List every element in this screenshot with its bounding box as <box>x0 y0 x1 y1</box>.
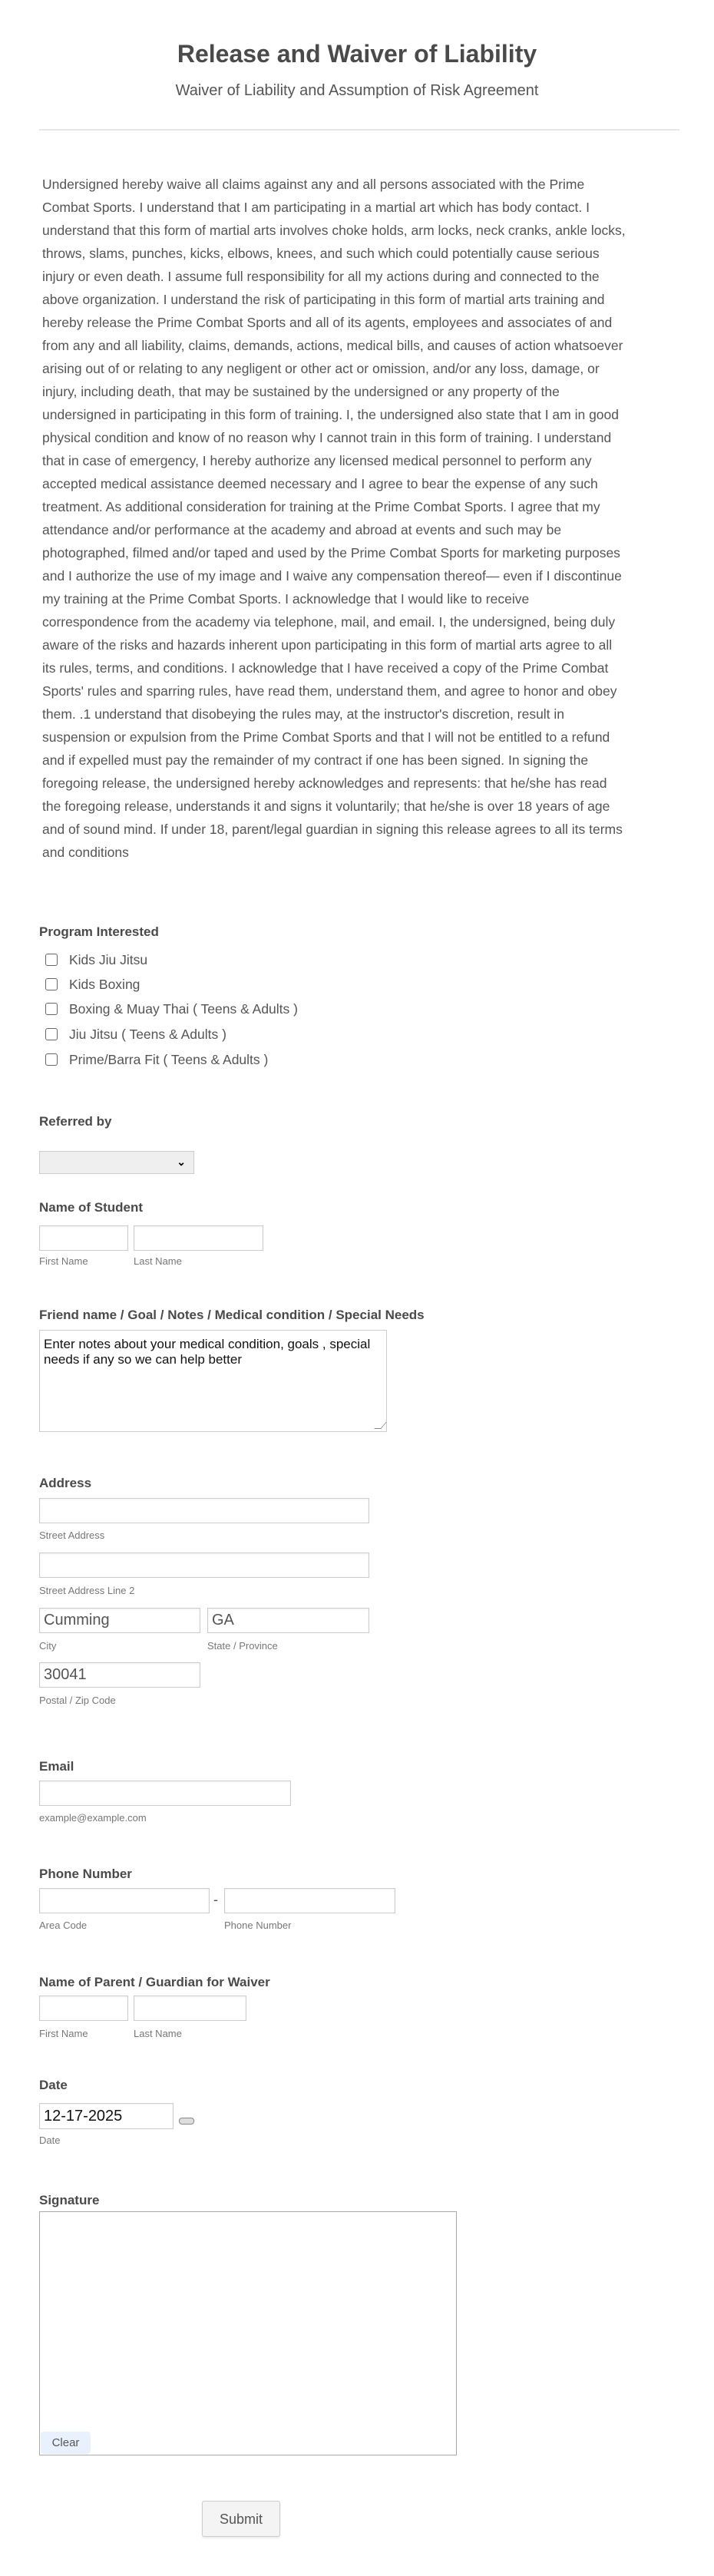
notes-textarea[interactable] <box>39 1330 387 1432</box>
guardian-first-name-sublabel: First Name <box>39 2028 88 2039</box>
address-label: Address <box>39 1476 92 1490</box>
last-name-sublabel: Last Name <box>134 1255 182 1267</box>
email-sublabel: example@example.com <box>39 1812 147 1824</box>
waiver-text-line: understand that this form of martial arts involves choke holds, arm locks, neck cranks, ankle locks, <box>42 223 626 238</box>
date-sublabel: Date <box>39 2135 61 2146</box>
header-divider <box>39 129 679 131</box>
waiver-text-line: hereby release the Prime Combat Sports and all of its agents, employees and associates of and <box>42 315 613 330</box>
waiver-text-line: and conditions <box>42 845 129 860</box>
waiver-text-line: treatment. As additional consideration for training at the Prime Combat Sports. I agree that my <box>42 499 600 514</box>
student-last-name-input[interactable] <box>134 1225 263 1251</box>
calendar-button[interactable] <box>179 2118 194 2125</box>
waiver-text-line: and if expelled must pay the remainder of my contract if one has been signed. In signing the <box>42 752 589 768</box>
state-sublabel: State / Province <box>207 1640 278 1652</box>
waiver-text-line: arising out of or relating to any negligent or other act or omission, and/or any loss, damage, or <box>42 361 600 376</box>
student-first-name-input[interactable] <box>39 1225 128 1251</box>
email-label: Email <box>39 1759 74 1774</box>
waiver-text-line: and I authorize the use of my image and I waive any compensation thereof— even if I discontinue <box>42 568 622 584</box>
street-address-line2-sublabel: Street Address Line 2 <box>39 1585 135 1596</box>
date-input[interactable] <box>39 2103 174 2129</box>
chevron-down-icon: ⌄ <box>177 1156 186 1168</box>
page-subtitle: Waiver of Liability and Assumption of Risk Agreement <box>175 82 539 99</box>
city-input[interactable] <box>39 1608 200 1633</box>
waiver-text-line: my training at the Prime Combat Sports. I acknowledge that I would like to receive <box>42 591 530 607</box>
checkbox[interactable] <box>45 954 58 966</box>
phone-number-sublabel: Phone Number <box>224 1920 292 1931</box>
area-code-input[interactable] <box>39 1888 210 1913</box>
waiver-text <box>42 173 687 864</box>
date-label: Date <box>39 2078 68 2092</box>
clear-signature-button[interactable]: Clear <box>41 2432 91 2454</box>
city-sublabel: City <box>39 1640 57 1652</box>
option-label: Jiu Jitsu ( Teens & Adults ) <box>69 1026 226 1042</box>
email-input[interactable] <box>39 1781 291 1806</box>
guardian-first-name-input[interactable] <box>39 1996 128 2021</box>
street-address-input[interactable] <box>39 1498 369 1523</box>
waiver-text-line: injury, including death, that may be sustained by the undersigned or any property of the <box>42 384 560 399</box>
waiver-text-line: Combat Sports. I understand that I am participating in a martial art which has body contact. I <box>42 200 590 215</box>
checkbox[interactable] <box>45 1028 58 1040</box>
waiver-text-line: Sports' rules and sparring rules, have read them, understand them, and agree to honor and obey <box>42 683 617 699</box>
waiver-text-line: that in case of emergency, I hereby authorize any licensed medical personnel to perform any <box>42 453 592 468</box>
program-interested-label: Program Interested <box>39 924 159 939</box>
program-option-jiu-jitsu[interactable] <box>45 1026 226 1043</box>
program-option-boxing-muay-thai[interactable] <box>45 1000 298 1017</box>
zip-input[interactable] <box>39 1662 200 1688</box>
phone-label: Phone Number <box>39 1867 132 1881</box>
state-input[interactable] <box>207 1608 369 1633</box>
phone-number-input[interactable] <box>224 1888 395 1913</box>
option-label: Kids Jiu Jitsu <box>69 951 148 967</box>
waiver-text-line: above organization. I understand the risk of participating in this form of martial arts training and <box>42 292 605 307</box>
guardian-name-label: Name of Parent / Guardian for Waiver <box>39 1975 270 1989</box>
waiver-text-line: suspension or expulsion from the Prime Combat Sports and that I will not be entitled to a refund <box>42 729 610 745</box>
waiver-text-line: foregoing release, the undersigned hereby acknowledges and represents: that he/she has read <box>42 775 607 791</box>
signature-pad[interactable] <box>39 2211 457 2455</box>
checkbox[interactable] <box>45 1003 58 1015</box>
notes-text: Enter notes about your medical condition, goals , special needs if any so we can help better <box>44 1337 371 1367</box>
guardian-last-name-input[interactable] <box>134 1996 246 2021</box>
waiver-text-line: attendance and/or performance at the academy and abroad at events and such may be <box>42 522 562 537</box>
program-option-prime-barra-fit[interactable] <box>45 1051 268 1068</box>
waiver-text-line: them. .1 understand that disobeying the rules may, at the instructor's discretion, result in <box>42 706 565 722</box>
waiver-text-line: injury or even death. I assume full responsibility for all my actions during and connected to the <box>42 269 600 284</box>
option-label: Boxing & Muay Thai ( Teens & Adults ) <box>69 1000 298 1017</box>
street-address-sublabel: Street Address <box>39 1529 105 1541</box>
waiver-text-line: and of sound mind. If under 18, parent/legal guardian in signing this release agrees to all its terms <box>42 822 623 837</box>
waiver-text-line: Undersigned hereby waive all claims against any and all persons associated with the Prime <box>42 177 585 192</box>
zip-sublabel: Postal / Zip Code <box>39 1695 116 1706</box>
notes-label: Friend name / Goal / Notes / Medical condition / Special Needs <box>39 1308 425 1322</box>
waiver-text-line: throws, slams, punches, kicks, elbows, knees, and such which could potentially cause serious <box>42 246 600 261</box>
phone-separator: - <box>213 1892 218 1907</box>
waiver-text-line: the foregoing release, understands it and signs it voluntarily; that he/she is over 18 years of age <box>42 799 610 814</box>
waiver-text-line: physical condition and know of no reason why I cannot train in this form of training. I understand <box>42 430 612 445</box>
page-title: Release and Waiver of Liability <box>177 40 537 68</box>
waiver-text-line: accepted medical assistance deemed necessary and I agree to bear the expense of any such <box>42 476 598 491</box>
waiver-text-line: from any and all liability, claims, demands, actions, medical bills, and causes of action whatsoever <box>42 338 623 353</box>
student-name-label: Name of Student <box>39 1200 144 1215</box>
guardian-last-name-sublabel: Last Name <box>134 2028 182 2039</box>
submit-button[interactable]: Submit <box>202 2501 280 2537</box>
option-label: Prime/Barra Fit ( Teens & Adults ) <box>69 1051 269 1067</box>
program-option-kids-jiu-jitsu[interactable] <box>45 951 147 968</box>
signature-label: Signature <box>39 2193 100 2207</box>
checkbox[interactable] <box>45 978 58 990</box>
referred-by-label: Referred by <box>39 1114 112 1129</box>
first-name-sublabel: First Name <box>39 1255 88 1267</box>
option-label: Kids Boxing <box>69 976 140 992</box>
waiver-text-line: its rules, terms, and conditions. I acknowledge that I have received a copy of the Prime Combat <box>42 660 609 676</box>
waiver-text-line: photographed, filmed and/or taped and used by the Prime Combat Sports for marketing purposes <box>42 545 620 561</box>
waiver-text-line: undersigned in participating in this form of training. I, the undersigned also state that I am in good <box>42 407 620 422</box>
checkbox[interactable] <box>45 1053 58 1066</box>
street-address-line2-input[interactable] <box>39 1553 369 1578</box>
area-code-sublabel: Area Code <box>39 1920 88 1931</box>
waiver-text-line: aware of the risks and hazards inherent upon participating in this form of martial arts agree to all <box>42 637 613 653</box>
referred-by-select[interactable] <box>39 1151 194 1174</box>
waiver-text-line: correspondence from the academy via telephone, mail, and email. I, the undersigned, being duly <box>42 614 616 630</box>
resize-handle-icon[interactable] <box>374 1422 387 1429</box>
program-option-kids-boxing[interactable] <box>45 976 140 993</box>
